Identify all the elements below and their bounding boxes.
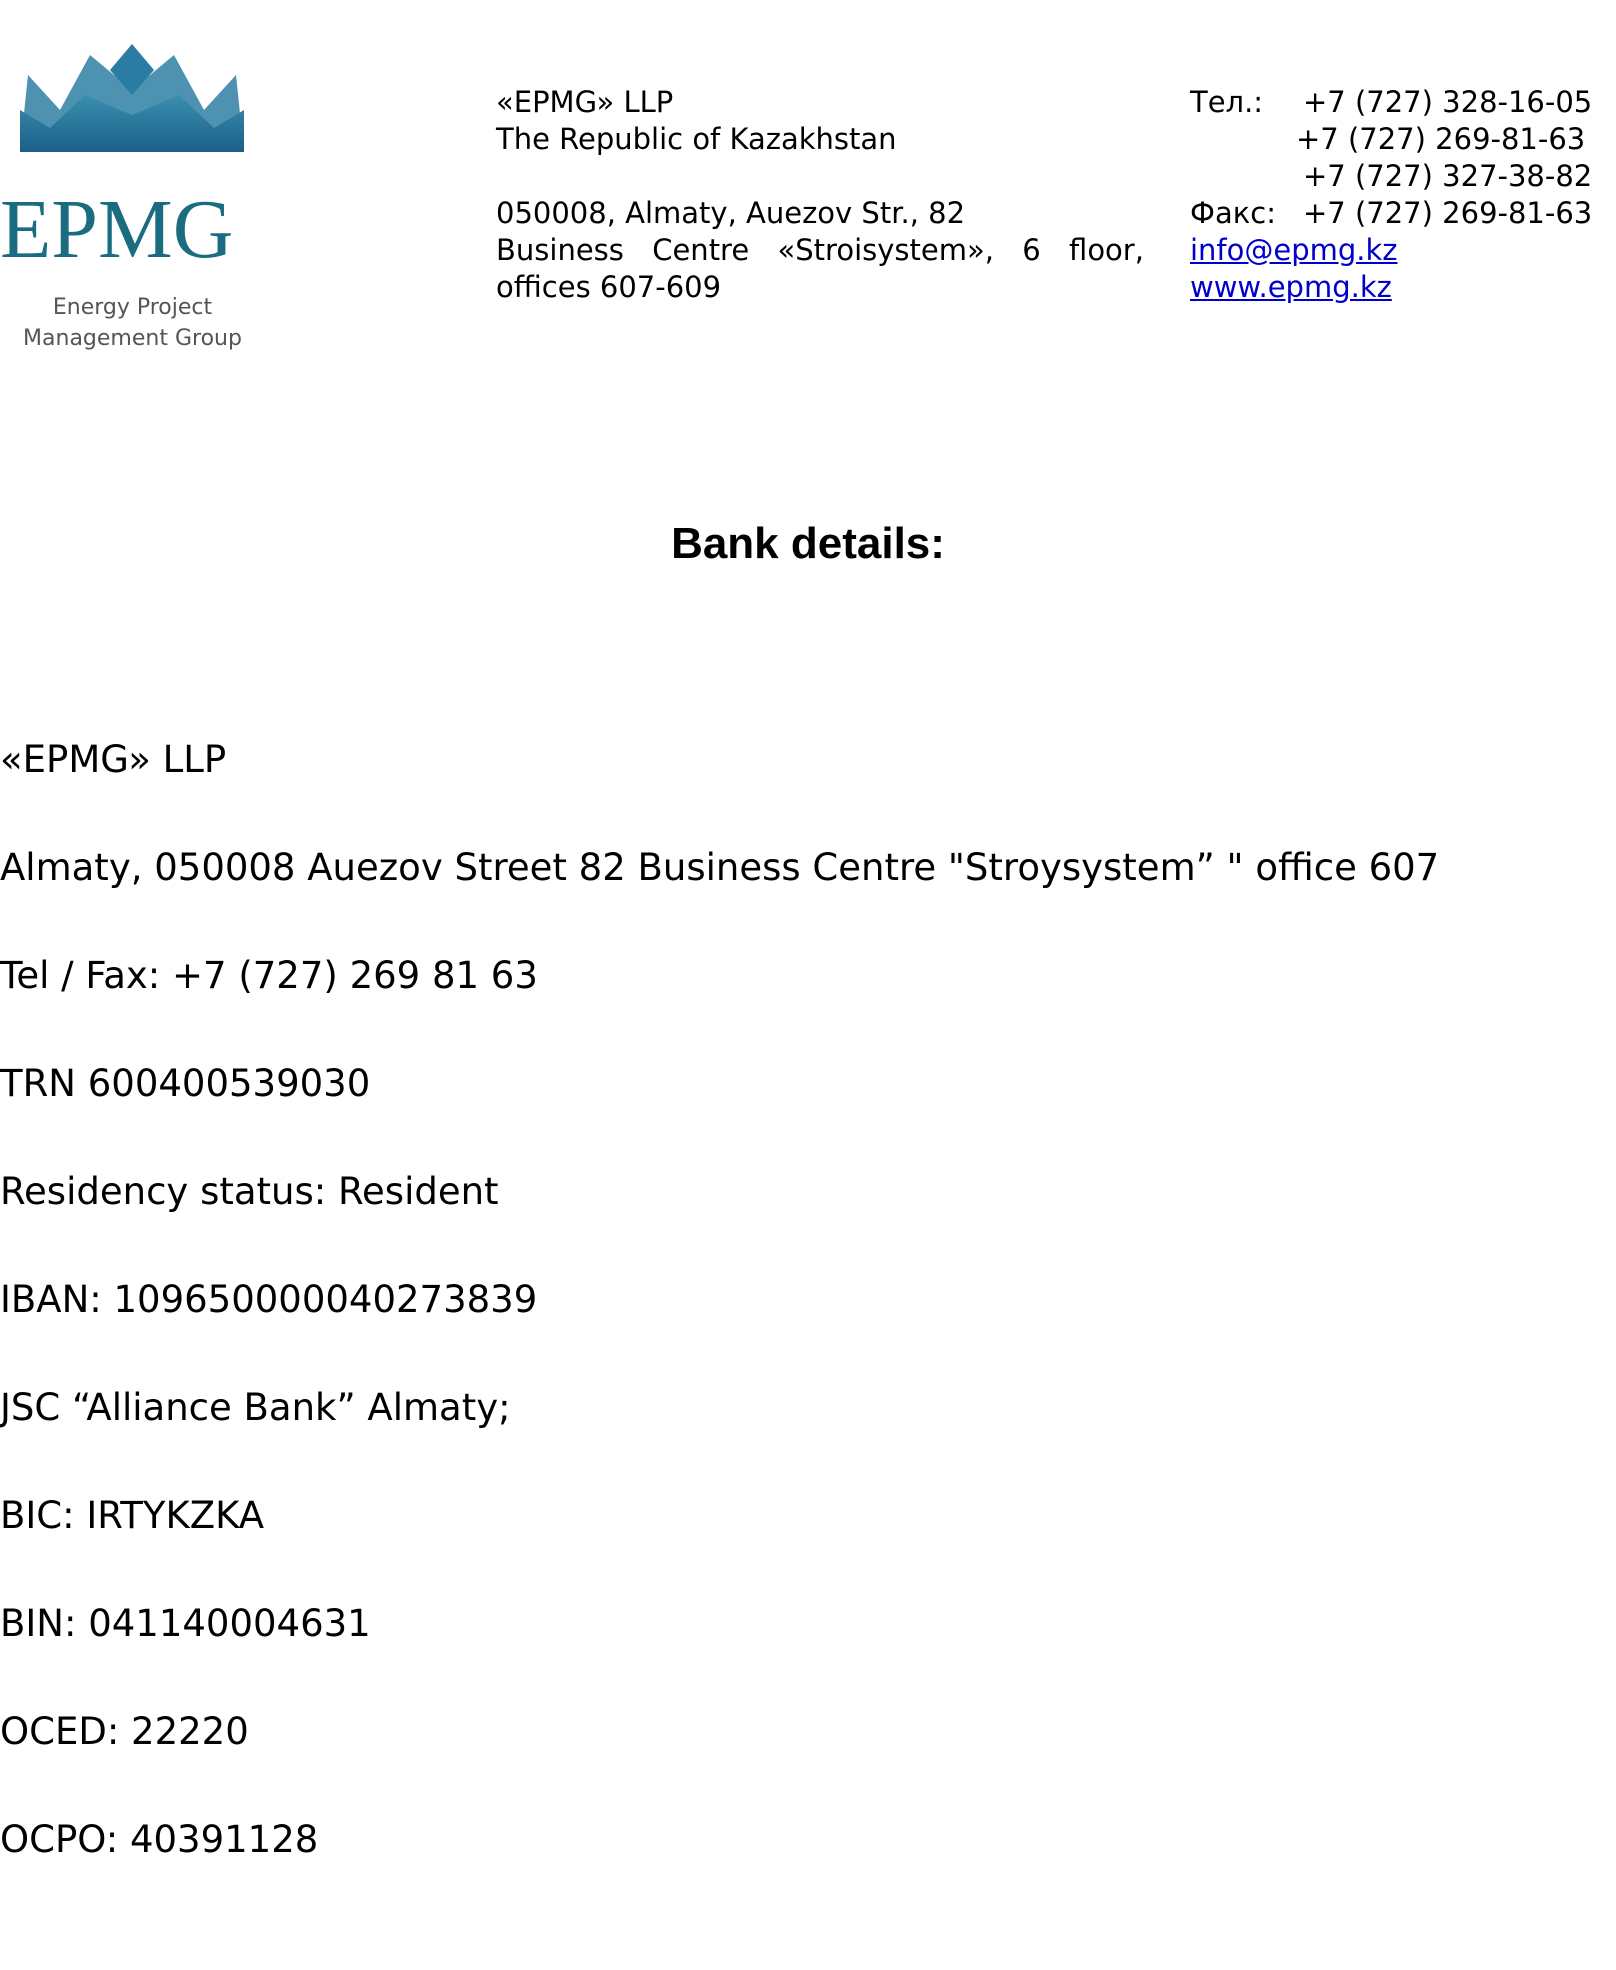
detail-tel-fax: Tel / Fax: +7 (727) 269 81 63 — [0, 954, 538, 997]
detail-iban: IBAN: 109650000040273839 — [0, 1278, 538, 1321]
contact-fax-row — [1190, 195, 1616, 232]
email-link[interactable]: info@epmg.kz — [1190, 233, 1398, 267]
detail-company-name: «EPMG» LLP — [0, 738, 227, 781]
detail-address: Almaty, 050008 Auezov Street 82 Business Centre "Stroysystem” " office 607 — [0, 846, 1440, 889]
page-title: Bank details: — [671, 519, 945, 568]
tel-label: Тел.: — [1190, 85, 1264, 119]
address-word: «Stroisystem», — [777, 233, 994, 267]
tel-number-3: +7 (727) 327-38-82 — [1303, 159, 1593, 193]
address-street: 050008, Almaty, Auezov Str., 82 — [496, 196, 966, 230]
contact-email-row — [1190, 232, 1616, 269]
address-business-centre — [496, 232, 1144, 269]
address-word: Centre — [652, 233, 750, 267]
website-link[interactable]: www.epmg.kz — [1190, 270, 1392, 304]
detail-bic: BIC: IRTYKZKA — [0, 1494, 265, 1537]
company-address-block — [496, 84, 1146, 306]
address-company-name: «EPMG» LLP — [496, 85, 674, 119]
detail-oced: OCED: 22220 — [0, 1710, 249, 1753]
address-spacer — [496, 158, 1146, 195]
contact-website-row — [1190, 269, 1616, 306]
logo-subtitle-line2: Management Group — [23, 326, 242, 351]
address-word: Business — [496, 233, 624, 267]
detail-bank: JSC “Alliance Bank” Almaty; — [0, 1386, 511, 1429]
lotus-emblem-icon — [0, 40, 265, 160]
detail-bin: BIN: 041140004631 — [0, 1602, 371, 1645]
address-word: 6 — [1022, 233, 1041, 267]
address-country: The Republic of Kazakhstan — [496, 122, 897, 156]
logo-wordmark: EPMG — [0, 183, 234, 276]
tel-number-2: +7 (727) 269-81-63 — [1296, 122, 1586, 156]
contact-tel-row — [1190, 84, 1616, 121]
fax-label: Факс: — [1190, 196, 1276, 230]
detail-ocpo: OCPO: 40391128 — [0, 1818, 319, 1861]
fax-number: +7 (727) 269-81-63 — [1303, 196, 1593, 230]
detail-trn: TRN 600400539030 — [0, 1062, 371, 1105]
company-logo — [0, 40, 265, 351]
bank-details-list — [0, 735, 1600, 1923]
company-contact-block — [1190, 84, 1616, 306]
detail-residency: Residency status: Resident — [0, 1170, 499, 1213]
tel-number-1: +7 (727) 328-16-05 — [1303, 85, 1593, 119]
address-offices: offices 607-609 — [496, 270, 722, 304]
logo-subtitle-line1: Energy Project — [52, 295, 213, 320]
address-word: floor, — [1069, 233, 1144, 267]
